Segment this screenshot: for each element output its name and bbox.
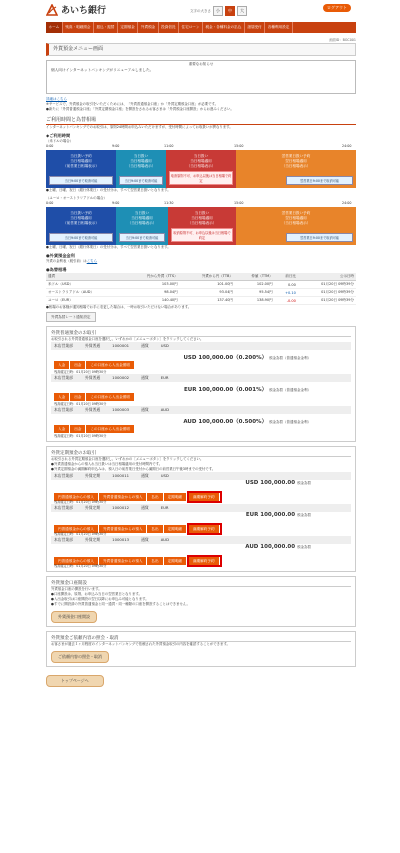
open-account-button[interactable]: 外貨預金口座開設	[51, 611, 97, 623]
hours-heading: ◆ご利用時間	[46, 133, 71, 138]
notice-detail-link[interactable]: 詳細はこちら	[46, 97, 67, 101]
col-tts: 円から外貨（TTS）	[125, 273, 180, 281]
nav-foreign-deposit[interactable]: 外貨預金	[138, 22, 158, 33]
savings-desc: お取引される外貨普通預金口座を選択し、いずれかの［メニューボタン］をクリックしてください。	[51, 337, 204, 341]
nav-time-deposit[interactable]: 定期預金	[118, 22, 138, 33]
time-account[interactable]: 本店営業部 外貨定期 1000012 通貨 EUR EUR 100,000.00 預金為替 円普通預金からの預入 外貨普通預金からの預入 払出 定期明細 満期解約予約 残高確定日時：01月20日 09時30分	[51, 504, 351, 536]
segment-same-day: 当日扱い 当日相場適用 （当日相場表示） 当日9:00まで取消可能	[116, 150, 166, 188]
tick: 24:00	[342, 144, 352, 148]
interest-link[interactable]: こちら	[86, 259, 98, 263]
withdraw-button[interactable]: 出金	[70, 361, 85, 369]
fx-deposit-button[interactable]: 外貨普通預金からの預入	[99, 525, 147, 533]
payout-button[interactable]: 払出	[147, 557, 162, 565]
interest-text: 外貨の金利表（税引前）は	[46, 259, 87, 263]
font-size-label: 文字の大きさ	[190, 8, 211, 13]
inquiry-section	[46, 631, 356, 667]
nav-mortgage[interactable]: 住宅ローン	[179, 22, 203, 33]
main-nav	[46, 22, 356, 33]
tick: 11:30	[164, 201, 174, 205]
rate-alert-button[interactable]: 外貨為替レート通知設定	[46, 312, 96, 322]
weekend-note: ●土曜、日曜、祝日（銀行休業日）の受付分は、すべて翌営業日扱いとなります。	[46, 245, 171, 249]
main-content	[46, 36, 356, 687]
savings-account[interactable]: 本店営業部 外貨普通 1000003 通貨 AUD AUD 100,000.00（0.500%） 預金為替（普通預金金利） 入金 出金 この口座から入出金照明 残高確定日時：01月20日 09時30分	[51, 406, 351, 438]
font-size-medium-button[interactable]: 中	[225, 6, 235, 16]
inquiry-title: 外貨預金ご依頼内容の照会・取消	[51, 635, 351, 642]
col-currency: 通貨	[46, 273, 125, 281]
withdraw-button[interactable]: 出金	[70, 393, 85, 401]
hours-desc: インターネットバンキングでのお取引は、原則24時間お申込みいただけますが、受付時間によってお取扱いが異なります。	[46, 125, 233, 129]
payout-button[interactable]: 払出	[147, 525, 162, 533]
segment-next-day: 翌営業日扱い予約 翌日相場適用 （当日相場表示） 翌営業日9:00まで取消可能	[236, 207, 356, 245]
nav-tax-payment[interactable]: 税金・各種料金の払込	[203, 22, 245, 33]
open-line: 外貨預金口座の開設を行います。	[51, 587, 102, 591]
segment-no-cancel: 当日扱い 当日相場適用 （当日相場表示） 取消原則不可、お申込以後は当日相場で約定	[168, 207, 236, 245]
logo-mark-icon	[46, 4, 58, 16]
maturity-cancel-button[interactable]: 満期解約予約	[189, 525, 219, 533]
tick: 0:00	[46, 201, 54, 205]
font-size-selector	[190, 6, 247, 16]
history-button[interactable]: この口座から入出金照明	[86, 425, 134, 433]
deposit-button[interactable]: 入金	[54, 425, 69, 433]
deposit-button[interactable]: 入金	[54, 393, 69, 401]
notice-text: 個人向けインターネットバンキングがリニューアルしました。	[51, 68, 154, 72]
yen-deposit-button[interactable]: 円普通預金からの預入	[54, 525, 98, 533]
tick: 15:00	[234, 144, 244, 148]
rate-table	[46, 273, 356, 305]
segment-next-day: 翌営業日扱い予約 翌日相場適用 （当日相場表示） 翌営業日9:00まで取消可能	[236, 150, 356, 188]
col-ttb: 外貨から円（TTB）	[180, 273, 235, 281]
nav-settings[interactable]: 各種利用設定	[265, 22, 293, 33]
payout-button[interactable]: 払出	[147, 493, 162, 501]
savings-title: 外貨普通預金のお取引	[51, 330, 351, 337]
fx-deposit-button[interactable]: 外貨普通預金からの預入	[99, 493, 147, 501]
detail-button[interactable]: 定期明細	[164, 525, 186, 533]
time-note: ●外貨普通預金からの預入れ当日扱いは当日相場適用の受付時間内です。	[51, 462, 163, 466]
note-line: ※サービスで、外貨預金の取引をいただくためには、「外貨普通預金口座」か「外貨定期預金口座」が必要です。	[46, 102, 219, 106]
segment-pre-order: 当日扱い予約 当日相場適用 （前営業日相場表示） 当日9:00まで取消可能	[46, 150, 116, 188]
segment-same-day: 当日扱い 当日相場適用 （当日相場表示） 当日9:00まで取消可能	[116, 207, 168, 245]
table-row: オーストラリアドル（AUD） 98.04円 93.04円 95.54円 +0.10 01月20日 09時39分	[48, 290, 354, 295]
time-account[interactable]: 本店営業部 外貨定期 1000013 通貨 AUD AUD 100,000.00 預金為替 円普通預金からの預入 外貨普通預金からの預入 払出 定期明細 満期解約予約 残高確定日時：01月20日 09時30分	[51, 536, 351, 568]
withdraw-button[interactable]: 出金	[70, 425, 85, 433]
col-ttm: 仲値（TTM）	[235, 273, 275, 281]
open-line: ●入出金取引は口座開設の翌日以降にお申込み可能となります。	[51, 597, 149, 601]
open-line: ●すでに開設済の外貨普通預金と同一通貨・同一種類の口座を開設することはできません。	[51, 602, 190, 606]
top-page-button[interactable]: トップページへ	[46, 675, 104, 687]
font-size-large-button[interactable]: 大	[237, 6, 247, 16]
note-line: ●新たに「外貨普通預金口座」「外貨定期預金口座」を開設をされるお客さまは「外貨預金口座開設」からお進みください。	[46, 107, 234, 111]
other-hours-chart	[46, 207, 356, 245]
segment-note: 翌営業日9:00まで取消可能	[286, 176, 353, 185]
interest-heading: ●外貨預金金利	[46, 253, 75, 258]
segment-note: 取消原則不可、お申込以後は当日相場で約定	[169, 171, 233, 185]
other-label: （ユーロ・オーストラリアドルの場合）	[46, 196, 107, 200]
yen-deposit-button[interactable]: 円普通預金からの預入	[54, 557, 98, 565]
detail-button[interactable]: 定期明細	[164, 557, 186, 565]
savings-account[interactable]: 本店営業部 外貨普通 1000002 通貨 EUR EUR 100,000.00（0.001%） 預金為替（普通預金金利） 入金 出金 この口座から入出金照明 残高確定日時：01月20日 09時30分	[51, 374, 351, 406]
detail-button[interactable]: 定期明細	[164, 493, 186, 501]
notice-box	[46, 60, 356, 94]
table-row: ユーロ（EUR） 140.40円 137.40円 138.90円 -0.00 01月20日 09時39分	[48, 298, 354, 303]
segment-note: 当日9:00まで取消可能	[49, 176, 113, 185]
screen-id: 画面ID：BGC001	[329, 38, 356, 42]
tick: 9:00	[112, 201, 120, 205]
inquiry-button[interactable]: ご依頼内容の照会・取消	[51, 651, 109, 663]
deposit-button[interactable]: 入金	[54, 361, 69, 369]
maturity-cancel-button[interactable]: 満期解約予約	[189, 557, 219, 565]
segment-note: 取消原則不可、お申込以後は当日相場で約定	[171, 228, 233, 242]
time-desc: お取引される外貨定期預金口座を選択し、いずれかの［メニューボタン］をクリックしてください。	[51, 457, 204, 461]
header	[0, 0, 400, 22]
open-title: 外貨預金口座開設	[51, 580, 351, 587]
yen-deposit-button[interactable]: 円普通預金からの預入	[54, 493, 98, 501]
page-title: 外貨預金メニュー画面	[46, 43, 356, 56]
nav-home[interactable]: ホーム	[46, 22, 63, 33]
usd-label: （米ドルの場合）	[46, 139, 74, 143]
tick: 9:00	[112, 144, 120, 148]
nav-transfer[interactable]: 振込・振替	[94, 22, 118, 33]
segment-note: 翌営業日9:00まで取消可能	[286, 233, 353, 242]
rates-heading: ●為替相場	[46, 267, 67, 272]
table-row: 米ドル（USD） 103.00円 101.00円 102.00円 0.00 01月20日 09時39分	[48, 282, 354, 287]
tick: 15:00	[234, 201, 244, 205]
history-button[interactable]: この口座から入出金照明	[86, 393, 134, 401]
savings-account[interactable]: 本店営業部 外貨普通 1000001 通貨 USD USD 100,000.00（0.200%） 預金為替（普通預金金利） 入金 出金 この口座から入出金照明 残高確定日時：01月20日 09時30分	[51, 342, 351, 374]
open-account-section	[46, 576, 356, 627]
maturity-cancel-button[interactable]: 満期解約予約	[189, 493, 219, 501]
segment-note: 当日9:00まで取消可能	[119, 233, 165, 242]
nav-balance[interactable]: 残高・明細照会	[63, 22, 94, 33]
tick: 11:00	[164, 144, 174, 148]
col-date: 公示日時	[298, 273, 356, 281]
bank-name: あいち銀行	[61, 6, 107, 16]
history-button[interactable]: この口座から入出金照明	[86, 361, 134, 369]
open-line: ●口座開設は、原則、お申込み当日の翌営業日となります。	[51, 592, 142, 596]
time-account[interactable]: 本店営業部 外貨定期 1000011 通貨 USD USD 100,000.00 預金為替 円普通預金からの預入 外貨普通預金からの預入 払出 定期明細 満期解約予約 残高確定日時：01月20日 09時30分	[51, 472, 351, 504]
nav-notifications[interactable]: 諸届受付	[245, 22, 265, 33]
col-change: 前日比	[275, 273, 298, 281]
weekend-note: ●土曜、日曜、祝日（銀行休業日）の受付分は、すべて翌営業日扱いとなります。	[46, 188, 171, 192]
savings-section	[46, 326, 356, 442]
nav-investment[interactable]: 投資信託	[159, 22, 179, 33]
fx-deposit-button[interactable]: 外貨普通預金からの預入	[99, 557, 147, 565]
rates-footnote: ●相場のお客様が通知相場でお手に変更した場合は、一時お取引いただけない場合があります。	[46, 305, 192, 309]
table-header-row	[46, 273, 356, 281]
segment-pre-order: 当日扱い予約 当日相場適用 （前営業日相場表示） 当日9:00まで取消可能	[46, 207, 116, 245]
tick: 0:00	[46, 144, 54, 148]
hours-title: ご利用時間と為替相場	[46, 116, 356, 125]
logout-button[interactable]: ログアウト	[323, 4, 351, 12]
notice-heading: 重要なお知らせ	[188, 62, 214, 66]
segment-note: 当日9:00まで取消可能	[49, 233, 113, 242]
usd-hours-chart	[46, 150, 356, 188]
time-deposit-section	[46, 446, 356, 572]
segment-no-cancel: 当日扱い 当日相場適用 （当日相場表示） 取消原則不可、お申込以後は当日相場で約定	[166, 150, 236, 188]
inquiry-desc: お客さまが過去１ヶ月程度のインターネットバンキングで依頼された外貨預金取引の内容を確認することができます。	[51, 642, 230, 646]
font-size-small-button[interactable]: 小	[213, 6, 223, 16]
tick: 24:00	[342, 201, 352, 205]
time-note: ●外貨定期預金の満期解約申込みは、預入日の前営業日受付から満期日の前営業日午後3時までの受付です。	[51, 467, 216, 471]
bank-logo[interactable]	[46, 3, 106, 16]
time-title: 外貨定期預金のお取引	[51, 450, 351, 457]
segment-note: 当日9:00まで取消可能	[119, 176, 163, 185]
